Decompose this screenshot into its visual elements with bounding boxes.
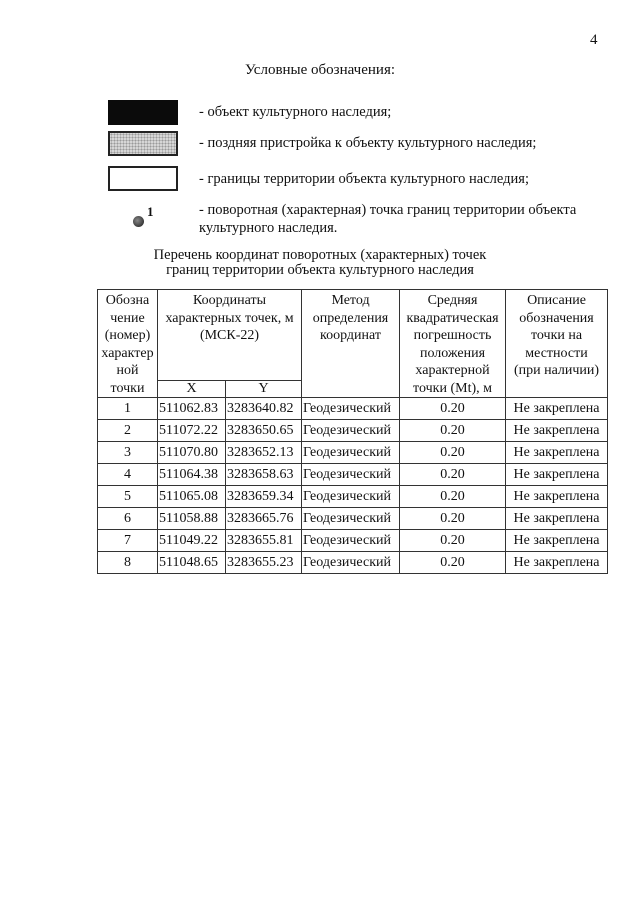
cell-error: 0.20 [400, 442, 506, 464]
point-label: 1 [147, 204, 154, 219]
cell-method: Геодезический [302, 530, 400, 552]
legend-title: Условные обозначения: [244, 62, 396, 78]
cell-description: Не закреплена [506, 552, 608, 574]
cell-y: 3283658.63 [226, 464, 302, 486]
cell-method: Геодезический [302, 552, 400, 574]
cell-x: 511058.88 [158, 508, 226, 530]
cell-description: Не закреплена [506, 530, 608, 552]
cell-y: 3283640.82 [226, 398, 302, 420]
table-row [98, 398, 608, 420]
cell-y: 3283665.76 [226, 508, 302, 530]
cell-error: 0.20 [400, 552, 506, 574]
cell-x: 511049.22 [158, 530, 226, 552]
cell-y: 3283655.23 [226, 552, 302, 574]
cell-x: 511062.83 [158, 398, 226, 420]
legend-item-text: - поздняя пристройка к объекту культурного наследия; [199, 135, 537, 151]
cell-description: Не закреплена [506, 464, 608, 486]
table-row [98, 442, 608, 464]
cell-method: Геодезический [302, 486, 400, 508]
header-x: X [158, 381, 226, 398]
header-y: Y [226, 381, 302, 398]
cell-x: 511072.22 [158, 420, 226, 442]
header-method: Метод определения координат [302, 290, 400, 398]
table-row [98, 486, 608, 508]
cell-error: 0.20 [400, 486, 506, 508]
header-error: Средняя квадратическая погрешность положения характерной точки (Mt), м [400, 290, 506, 398]
cell-number: 4 [98, 464, 158, 486]
cell-method: Геодезический [302, 398, 400, 420]
cell-x: 511064.38 [158, 464, 226, 486]
cell-number: 3 [98, 442, 158, 464]
cell-number: 1 [98, 398, 158, 420]
header-coordinates: Координаты характерных точек, м (МСК-22) [158, 290, 302, 381]
cell-method: Геодезический [302, 442, 400, 464]
cell-method: Геодезический [302, 420, 400, 442]
table-row [98, 508, 608, 530]
cell-description: Не закреплена [506, 442, 608, 464]
cell-error: 0.20 [400, 464, 506, 486]
cell-y: 3283659.34 [226, 486, 302, 508]
outline-rectangle-icon [108, 166, 178, 191]
cell-error: 0.20 [400, 398, 506, 420]
header-designation: Обозна чение (номер) характер ной точки [98, 290, 158, 398]
cell-x: 511048.65 [158, 552, 226, 574]
cell-description: Не закреплена [506, 486, 608, 508]
point-dot-icon [133, 216, 144, 227]
table-header-row [98, 290, 608, 381]
table-row [98, 464, 608, 486]
cell-x: 511065.08 [158, 486, 226, 508]
cell-x: 511070.80 [158, 442, 226, 464]
cell-y: 3283652.13 [226, 442, 302, 464]
cell-y: 3283655.81 [226, 530, 302, 552]
cell-error: 0.20 [400, 420, 506, 442]
legend-item-text: - границы территории объекта культурного наследия; [199, 171, 529, 187]
table-title-line-1: Перечень координат поворотных (характерных) точек [153, 247, 487, 263]
cell-description: Не закреплена [506, 420, 608, 442]
legend-item-text: - объект культурного наследия; [199, 104, 392, 120]
cell-error: 0.20 [400, 530, 506, 552]
table-row [98, 420, 608, 442]
cell-method: Геодезический [302, 464, 400, 486]
cell-method: Геодезический [302, 508, 400, 530]
cell-number: 7 [98, 530, 158, 552]
table-body [98, 398, 608, 574]
gray-fill-rectangle-icon [108, 131, 178, 156]
page-number: 4 [590, 32, 598, 48]
cell-number: 8 [98, 552, 158, 574]
cell-error: 0.20 [400, 508, 506, 530]
coordinates-table [97, 289, 608, 574]
cell-description: Не закреплена [506, 508, 608, 530]
black-fill-rectangle-icon [108, 100, 178, 125]
cell-y: 3283650.65 [226, 420, 302, 442]
cell-description: Не закреплена [506, 398, 608, 420]
table-row [98, 530, 608, 552]
cell-number: 5 [98, 486, 158, 508]
table-row [98, 552, 608, 574]
header-description: Описание обозначения точки на местности (при наличии) [506, 290, 608, 398]
cell-number: 6 [98, 508, 158, 530]
table-title [0, 248, 640, 278]
legend-item-text: - поворотная (характерная) точка границ территории объекта культурного наследия. [199, 202, 577, 236]
table-title-line-2: границ территории объекта культурного наследия [166, 262, 474, 278]
cell-number: 2 [98, 420, 158, 442]
